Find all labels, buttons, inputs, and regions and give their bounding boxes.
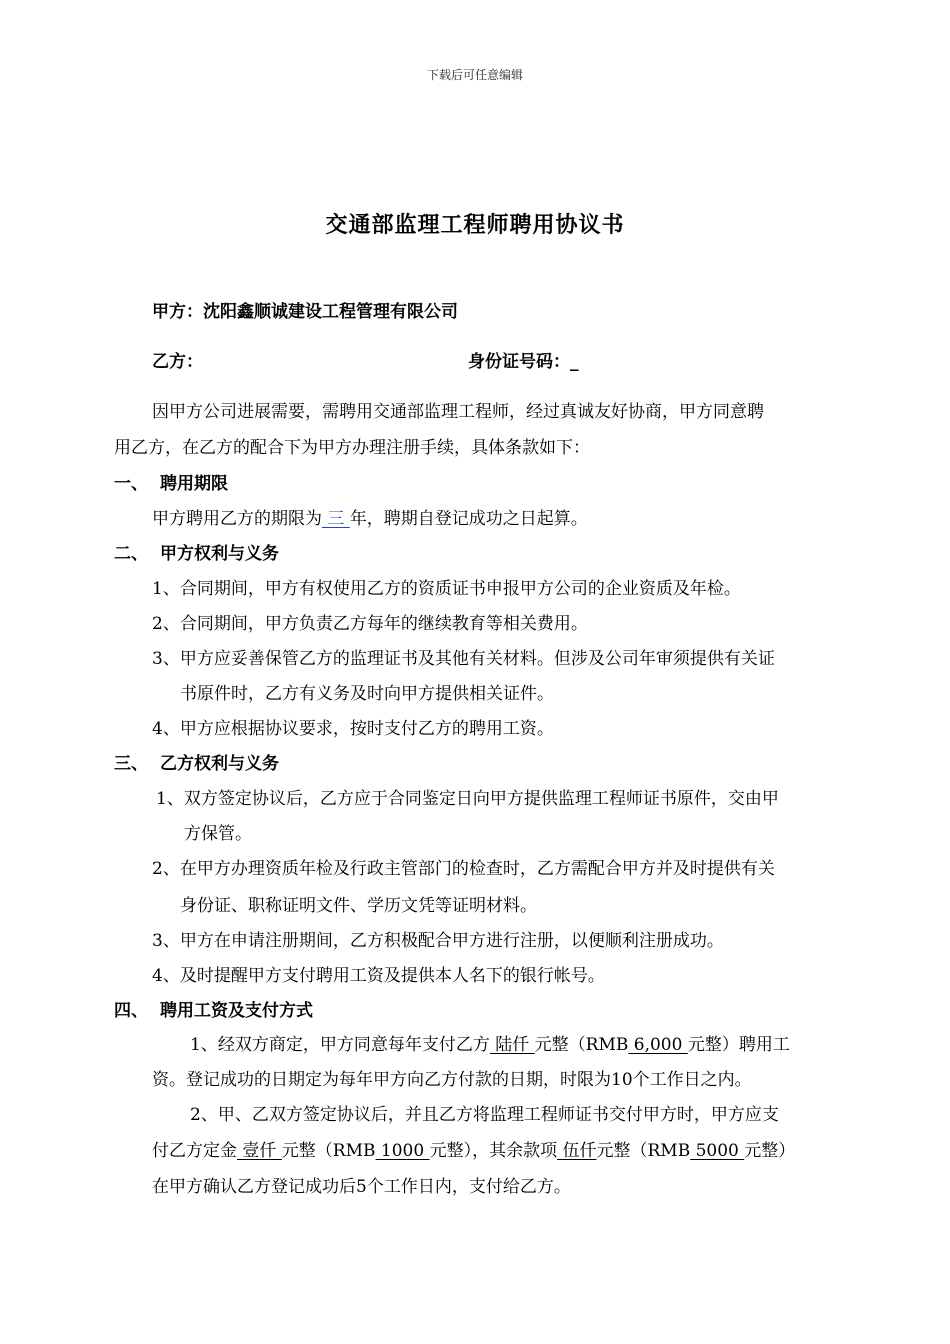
salary-amount-words: 陆仟: [489, 1035, 535, 1055]
section-2-item-1: 1、合同期间，甲方有权使用乙方的资质证书申报甲方公司的企业资质及年检。: [152, 579, 741, 599]
section-2-number: 二、: [114, 544, 148, 564]
section-4-p2-line-1: 2、甲、乙双方签定协议后，并且乙方将监理工程师证书交付甲方时，甲方应支: [190, 1105, 779, 1125]
section-4-title: 聘用工资及支付方式: [160, 1001, 313, 1021]
section-3-heading: [114, 752, 279, 776]
header-note: 下载后可任意编辑: [426, 68, 523, 82]
section-1-text: [152, 507, 588, 531]
section-2-item-2: 2、合同期间，甲方负责乙方每年的继续教育等相关费用。: [152, 614, 588, 634]
section-3-item-1: 1、双方签定协议后，乙方应于合同鉴定日向甲方提供监理工程师证书原件，交由甲: [156, 789, 779, 809]
deposit-text-rmb: 元整（RMB: [281, 1141, 376, 1161]
intro-line-1: 因甲方公司进展需要，需聘用交通部监理工程师，经过真诚友好协商，甲方同意聘: [152, 402, 764, 422]
salary-text-c: 元整（RMB: [534, 1035, 629, 1055]
party-a-label: 甲方：: [152, 302, 203, 322]
salary-text-e: 元整）聘用工: [687, 1035, 790, 1055]
deposit-amount-words: 壹仟: [237, 1141, 282, 1161]
section-3-item-1-cont: 方保管。: [184, 824, 252, 844]
section-1-number: 一、: [114, 474, 148, 494]
salary-amount-rmb: 6,000: [628, 1035, 688, 1055]
section-2-title: 甲方权利与义务: [160, 544, 279, 564]
section-4-p2-line-3: 在甲方确认乙方登记成功后5个工作日内，支付给乙方。: [152, 1177, 571, 1197]
section-4-number: 四、: [114, 1001, 148, 1021]
deposit-amount-rmb: 1000: [375, 1141, 430, 1161]
section-2-heading: [114, 542, 279, 566]
term-years: 三: [322, 509, 350, 529]
section-3-item-3: 3、甲方在申请注册期间，乙方积极配合甲方进行注册，以便顺利注册成功。: [152, 931, 724, 951]
section-4-p1-line-1: [190, 1033, 790, 1057]
party-b-label: 乙方：: [152, 352, 203, 372]
term-text-after: 年，聘期自登记成功之日起算。: [349, 509, 588, 529]
section-2-item-4: 4、甲方应根据协议要求，按时支付乙方的聘用工资。: [152, 719, 554, 739]
balance-amount-words: 伍仟: [557, 1141, 597, 1161]
section-1-title: 聘用期限: [160, 474, 228, 494]
balance-text: 元整），其余款项: [429, 1141, 558, 1161]
intro-line-2: 用乙方，在乙方的配合下为甲方办理注册手续，具体条款如下：: [114, 438, 590, 458]
party-a-name: 沈阳鑫顺诚建设工程管理有限公司: [203, 302, 458, 322]
section-3-item-2-cont: 身份证、职称证明文件、学历文凭等证明材料。: [180, 896, 537, 916]
term-text-before: 甲方聘用乙方的期限为: [152, 509, 322, 529]
document-title: 交通部监理工程师聘用协议书: [325, 212, 625, 238]
salary-text-a: 1、经双方商定，甲方同意每年支付乙方: [190, 1035, 490, 1055]
section-2-item-3-cont: 书原件时，乙方有义务及时向甲方提供相关证件。: [180, 684, 554, 704]
balance-text-end: 元整）: [744, 1141, 796, 1161]
section-4-p2-line-2: [152, 1139, 795, 1163]
section-1-heading: [114, 472, 228, 496]
deposit-text: 付乙方定金: [152, 1141, 237, 1161]
section-3-item-2: 2、在甲方办理资质年检及行政主管部门的检查时，乙方需配合甲方并及时提供有关: [152, 859, 775, 879]
balance-amount-rmb: 5000: [690, 1141, 745, 1161]
section-3-title: 乙方权利与义务: [160, 754, 279, 774]
section-3-item-4: 4、及时提醒甲方支付聘用工资及提供本人名下的银行帐号。: [152, 966, 605, 986]
party-b-id-label: 身份证号码：_: [468, 352, 579, 372]
section-4-heading: [114, 999, 313, 1023]
section-2-item-3: 3、甲方应妥善保管乙方的监理证书及其他有关材料。但涉及公司年审须提供有关证: [152, 649, 775, 669]
balance-text-rmb: 元整（RMB: [596, 1141, 691, 1161]
section-4-p1-line-2: 资。登记成功的日期定为每年甲方向乙方付款的日期，时限为10个工作日之内。: [152, 1070, 752, 1090]
party-a-line: [152, 300, 458, 324]
section-3-number: 三、: [114, 754, 148, 774]
